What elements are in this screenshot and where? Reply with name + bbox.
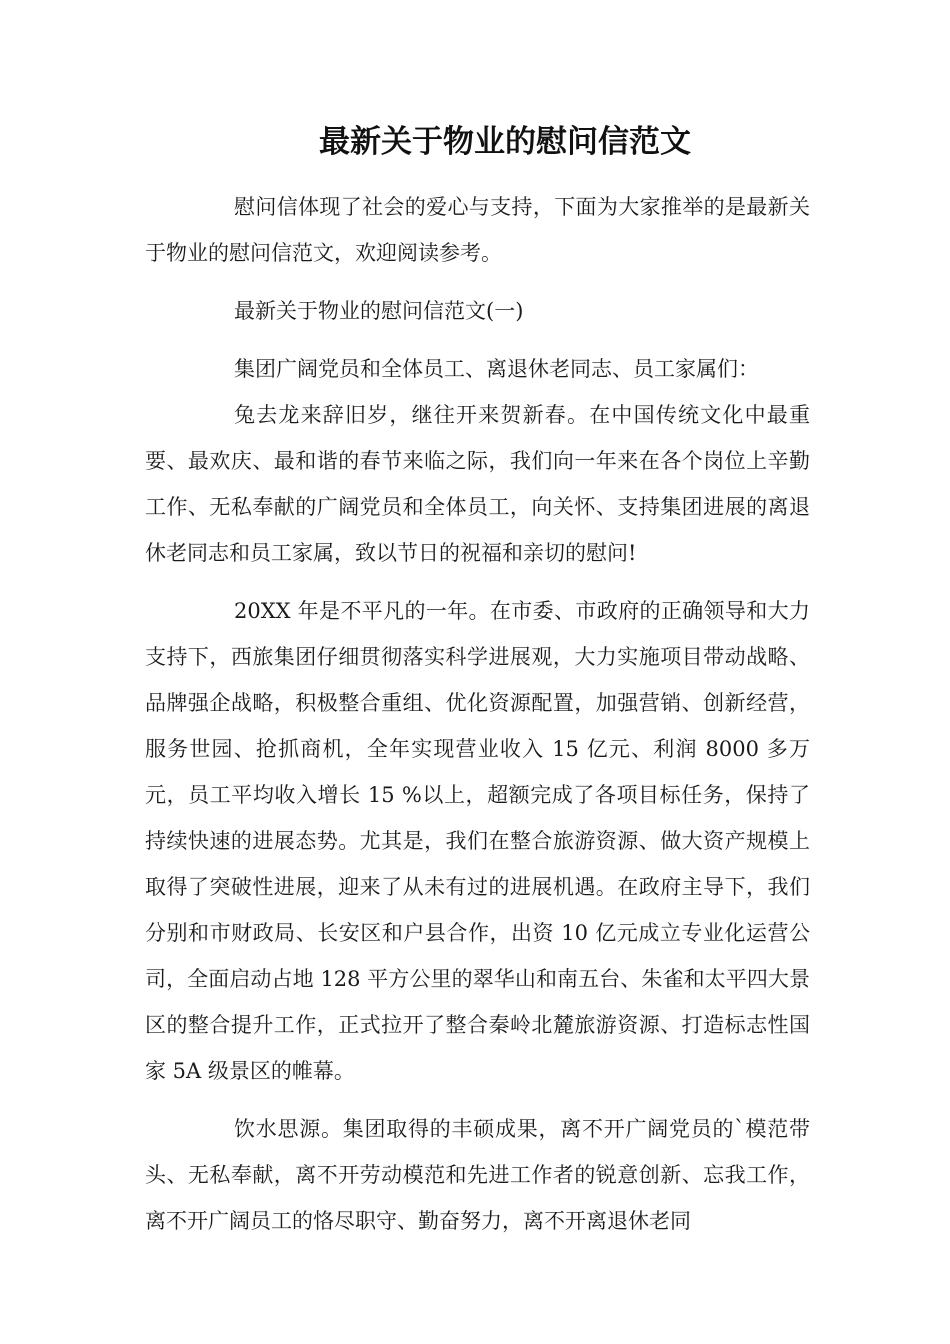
body-paragraph-2: 20XX 年是不平凡的一年。在市委、市政府的正确领导和大力支持下，西旅集团仔细贯彻落实科学进展观，大力实施项目带动战略、品牌强企战略，积极整合重组、优化资源配置，加强营销、创新经营，服务世园、抢抓商机，全年实现营业收入 15 亿元、利润 8000 多万元，员工平均收入增长 15 %以上，超额完成了各项目标任务，保持了持续快速的进展态势。尤其是，我们在整合旅游资源、做大资产规模上取得了突破性进展，迎来了从未有过的进展机遇。在政府主导下，我们分别和市财政局、长安区和户县合作，出资 10 亿元成立专业化运营公司，全面启动占地 128 平方公里的翠华山和南五台、朱雀和太平四大景区的整合提升工作，正式拉开了整合秦岭北麓旅游资源、打造标志性国家 5A 级景区的帷幕。 — [145, 599, 810, 1083]
section-heading: 最新关于物业的慰问信范文(一) — [234, 299, 524, 323]
intro-paragraph: 慰问信体现了社会的爱心与支持，下面为大家推举的是最新关于物业的慰问信范文，欢迎阅读参考。 — [145, 195, 810, 265]
salutation: 集团广阔党员和全体员工、离退休老同志、员工家属们： — [234, 357, 759, 381]
body-paragraph-3: 饮水思源。集团取得的丰硕成果，离不开广阔党员的`模范带头、无私奉献，离不开劳动模范和先进工作者的锐意创新、忘我工作，离不开广阔员工的恪尽职守、勤奋努力，离不开离退休老同 — [145, 1117, 810, 1233]
document-title: 最新关于物业的慰问信范文 — [319, 124, 691, 160]
document-body — [145, 184, 810, 1244]
body-paragraph-1: 兔去龙来辞旧岁，继往开来贺新春。在中国传统文化中最重要、最欢庆、最和谐的春节来临之际，我们向一年来在各个岗位上辛勤工作、无私奉献的广阔党员和全体员工，向关怀、支持集团进展的离退休老同志和员工家属，致以节日的祝福和亲切的慰问! — [145, 403, 810, 565]
